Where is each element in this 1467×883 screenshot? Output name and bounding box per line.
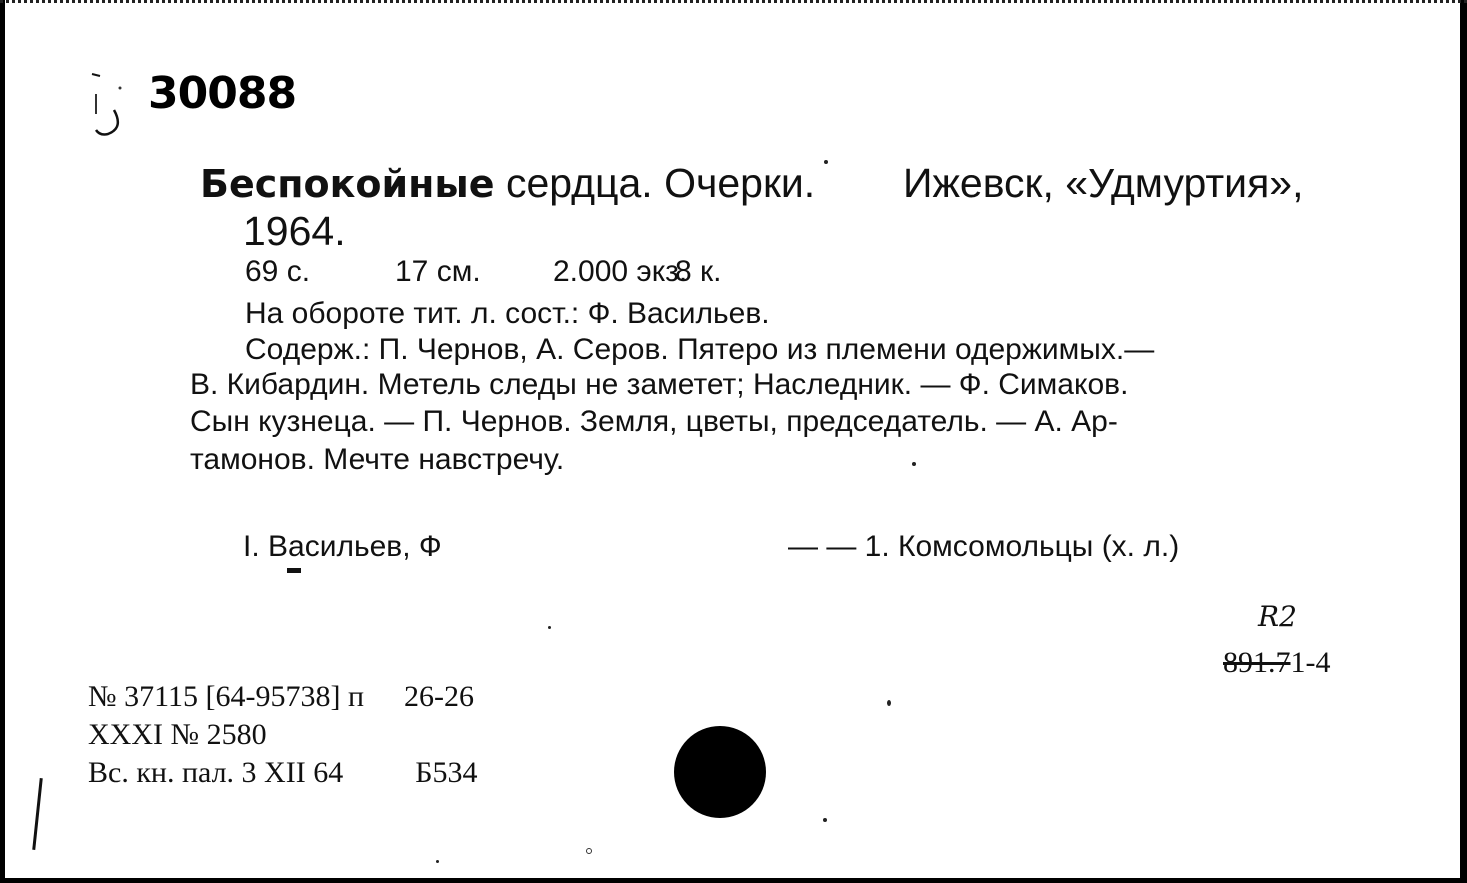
card-bottom-edge [0, 878, 1467, 883]
contents-line-1: Содерж.: П. Чернов, А. Серов. Пятеро из племени одержимых.— [245, 333, 1155, 366]
pen-stroke [32, 778, 43, 850]
card-left-edge [0, 0, 5, 883]
ink-speck [824, 160, 828, 164]
title-rest: сердца. Очерки. [494, 160, 816, 206]
ink-speck [548, 626, 551, 629]
contents-line-3: Сын кузнеца. — П. Чернов. Земля, цветы, председатель. — А. Ар- [190, 405, 1118, 438]
card-right-edge [1460, 0, 1467, 883]
subject-tracing: — — 1. Комсомольцы (х. л.) [788, 530, 1180, 563]
chamber-date: Вс. кн. пал. 3 XII 64 [88, 756, 344, 789]
pages: 69 с. [245, 255, 311, 288]
footer-line-1 [88, 680, 474, 714]
physical-description [245, 255, 721, 289]
contents-line-2: В. Кибардин. Метель следы не заметет; Наследник. — Ф. Симаков. [190, 368, 1129, 401]
ink-speck [586, 848, 592, 854]
pencil-mark [287, 568, 301, 573]
card-code: Б534 [415, 756, 478, 789]
order-number: № 37115 [64-95738] п [88, 680, 365, 713]
classification-code [1223, 646, 1331, 680]
title-line [200, 160, 815, 207]
size: 17 см. [395, 255, 481, 288]
footer-line-2: XXXI № 2580 [88, 718, 267, 751]
ink-speck [887, 700, 891, 706]
price: 8 к. [675, 255, 722, 288]
ink-speck [823, 818, 827, 822]
handwritten-class-mark: R2 [1258, 600, 1297, 633]
copies: 2.000 экз. [553, 255, 688, 288]
classification-code-rest: 1-4 [1290, 646, 1331, 679]
compiler-note: На обороте тит. л. сост.: Ф. Васильев. [245, 297, 770, 330]
print-code: 26-26 [404, 680, 475, 713]
accession-number: 30088 [148, 68, 297, 119]
contents-line-4: тамонов. Мечте навстречу. [190, 443, 565, 476]
publication-year: 1964. [243, 208, 346, 254]
title-heading-word: Беспокойные [200, 162, 495, 206]
punch-hole [674, 726, 766, 818]
publication-place: Ижевск, «Удмуртия», [903, 160, 1304, 206]
ink-speck [912, 462, 916, 466]
handwritten-bracket-mark [86, 70, 134, 140]
card-top-edge [0, 0, 1467, 6]
footer-line-3 [88, 756, 477, 790]
added-entry-tracing: I. Васильев, Ф [243, 530, 442, 563]
classification-code-struck: 891.7 [1223, 646, 1291, 679]
ink-speck [436, 860, 439, 863]
